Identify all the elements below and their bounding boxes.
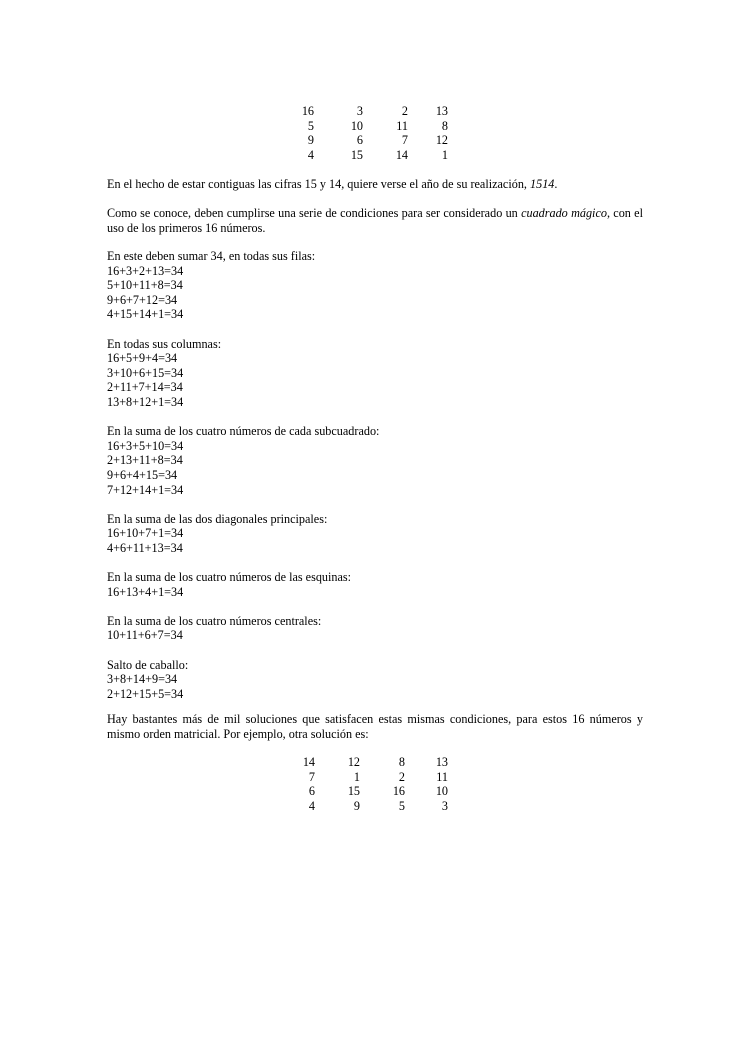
sum-equation: 2+11+7+14=34 xyxy=(107,380,183,395)
square-cell: 2 xyxy=(398,769,405,784)
condition-section xyxy=(107,614,643,643)
square-cell: 8 xyxy=(398,755,405,769)
sum-equation: 3+8+14+9=34 xyxy=(107,672,178,687)
square-cell: 5 xyxy=(307,118,314,133)
paragraph-conditions xyxy=(107,206,643,235)
section-heading: En la suma de las dos diagonales principales: xyxy=(107,511,328,526)
year-1514: 1514 xyxy=(530,177,555,191)
square-cell: 7 xyxy=(401,133,408,148)
paragraph-conditions-text: Como se conoce, deben cumplirse una serie de condiciones para ser considerado un xyxy=(107,206,522,220)
square-cell: 15 xyxy=(350,147,363,162)
square-cell: 3 xyxy=(441,798,448,813)
paragraph-year-end: . xyxy=(554,177,558,191)
sum-equation: 16+5+9+4=34 xyxy=(107,351,178,366)
square-cell: 5 xyxy=(398,798,405,813)
condition-section xyxy=(107,249,643,322)
sum-equation: 5+10+11+8=34 xyxy=(107,278,183,293)
square-cell: 8 xyxy=(441,118,448,133)
section-heading: En la suma de los cuatro números centrales: xyxy=(107,613,322,628)
sum-equation: 9+6+4+15=34 xyxy=(107,467,178,482)
section-heading: Salto de caballo: xyxy=(107,657,189,672)
condition-section xyxy=(107,424,643,497)
section-heading: En este deben sumar 34, en todas sus filas: xyxy=(107,249,316,263)
sum-equation: 4+6+11+13=34 xyxy=(107,540,183,555)
square-cell: 7 xyxy=(308,769,315,784)
square-cell: 1 xyxy=(353,769,360,784)
square-cell: 10 xyxy=(350,118,363,133)
square-cell: 10 xyxy=(435,784,448,799)
sum-equation: 2+13+11+8=34 xyxy=(107,453,183,468)
square-cell: 4 xyxy=(308,798,315,813)
square-cell: 14 xyxy=(302,755,315,769)
square-cell: 9 xyxy=(307,133,314,148)
sum-equation: 16+3+5+10=34 xyxy=(107,438,184,453)
sum-equation: 4+15+14+1=34 xyxy=(107,307,184,322)
square-cell: 16 xyxy=(392,784,405,799)
square-cell: 12 xyxy=(435,133,448,148)
section-heading: En la suma de los cuatro números de cada subcuadrado: xyxy=(107,424,380,439)
sum-equation: 16+13+4+1=34 xyxy=(107,584,184,599)
square-cell: 3 xyxy=(356,104,363,118)
condition-section xyxy=(107,512,643,556)
condition-section xyxy=(107,570,643,599)
paragraph-conditions-end: , con el uso de los primeros 16 números. xyxy=(107,206,643,235)
square-cell: 12 xyxy=(347,755,360,769)
square-cell: 13 xyxy=(435,104,448,118)
square-cell: 14 xyxy=(395,147,408,162)
section-heading: En la suma de los cuatro números de las esquinas: xyxy=(107,570,352,585)
square-cell: 11 xyxy=(396,118,408,133)
square-cell: 15 xyxy=(347,784,360,799)
square-cell: 13 xyxy=(435,755,448,769)
square-cell: 4 xyxy=(307,147,314,162)
paragraph-year-text: En el hecho de estar contiguas las cifras 15 y 14, quiere verse el año de su realización, xyxy=(107,177,531,191)
square-cell: 11 xyxy=(436,769,448,784)
sum-conditions xyxy=(107,249,643,701)
paragraph-year xyxy=(107,177,643,192)
sum-equation: 3+10+6+15=34 xyxy=(107,365,184,380)
term-cuadrado-magico: cuadrado mágico xyxy=(521,206,607,220)
sum-equation: 16+10+7+1=34 xyxy=(107,526,184,541)
square-cell: 16 xyxy=(301,104,314,118)
section-heading: En todas sus columnas: xyxy=(107,336,222,351)
sum-equation: 13+8+12+1=34 xyxy=(107,394,184,409)
sum-equation: 9+6+7+12=34 xyxy=(107,292,178,307)
square-cell: 1 xyxy=(441,147,448,162)
sum-equation: 10+11+6+7=34 xyxy=(107,628,183,643)
condition-section xyxy=(107,337,643,410)
condition-section xyxy=(107,658,643,702)
square-cell: 6 xyxy=(308,784,315,799)
square-cell: 2 xyxy=(401,104,408,118)
sum-equation: 2+12+15+5=34 xyxy=(107,686,184,701)
sum-equation: 16+3+2+13=34 xyxy=(107,263,184,278)
square-cell: 6 xyxy=(356,133,363,148)
square-cell: 9 xyxy=(353,798,360,813)
sum-equation: 7+12+14+1=34 xyxy=(107,482,184,497)
paragraph-solutions: Hay bastantes más de mil soluciones que satisfacen estas mismas condiciones, para estos 16 números y mismo orden matricial. Por ejemplo, otra solución es: xyxy=(107,712,643,741)
